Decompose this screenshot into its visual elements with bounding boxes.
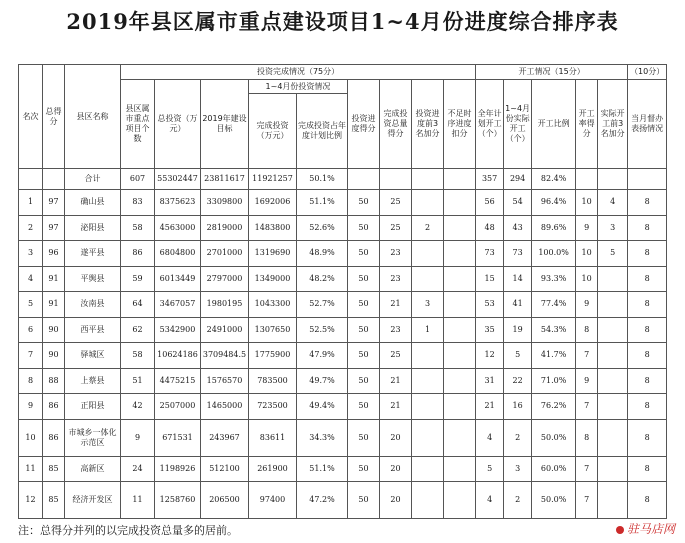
total-completed: 11921257: [249, 169, 297, 190]
cell-ratio: 49.7%: [297, 368, 348, 394]
cell-actual: 19: [504, 317, 532, 343]
cell-as: 20: [380, 419, 412, 456]
cell-sratio: 89.6%: [532, 215, 576, 241]
logo-icon: [616, 526, 624, 534]
cell-top3: [412, 343, 444, 369]
cell-sup: 8: [628, 241, 667, 267]
header-rank: 名次: [19, 65, 43, 169]
header-target: 2019年建设目标: [201, 80, 249, 169]
cell-stop3: [598, 343, 628, 369]
cell-sscore: 10: [576, 266, 598, 292]
cell-total: 6804800: [155, 241, 201, 267]
cell-as: 21: [380, 292, 412, 318]
table-row: [19, 343, 667, 369]
cell-score: 86: [43, 419, 65, 456]
cell-rank: 8: [19, 368, 43, 394]
cell-top3: 1: [412, 317, 444, 343]
cell-target: 243967: [201, 419, 249, 456]
cell-county: 高新区: [65, 456, 121, 482]
cell-ps: 50: [348, 419, 380, 456]
cell-ps: 50: [348, 292, 380, 318]
cell-sscore: 9: [576, 215, 598, 241]
cell-top3: [412, 394, 444, 420]
cell-sscore: 10: [576, 241, 598, 267]
cell-sratio: 76.2%: [532, 394, 576, 420]
total-plan-start: 357: [476, 169, 504, 190]
cell-as: 21: [380, 394, 412, 420]
cell-stop3: 5: [598, 241, 628, 267]
cell-actual: 54: [504, 190, 532, 216]
cell-total: 1258760: [155, 482, 201, 519]
total-target: 23811617: [201, 169, 249, 190]
footnote: 注：总得分并列的以完成投资总量多的居前。: [18, 524, 238, 537]
cell-sscore: 7: [576, 343, 598, 369]
cell-stop3: [598, 456, 628, 482]
page-title: 2019年县区属市重点建设项目1~4月份进度综合排序表: [66, 9, 619, 34]
cell-plan: 48: [476, 215, 504, 241]
cell-completed: 1349000: [249, 266, 297, 292]
cell-total: 6013449: [155, 266, 201, 292]
total-invest: 55302447: [155, 169, 201, 190]
cell-target: 3709484.5: [201, 343, 249, 369]
cell-projects: 58: [121, 343, 155, 369]
cell-deduct: [444, 394, 476, 420]
cell-top3: [412, 368, 444, 394]
cell-rank: 5: [19, 292, 43, 318]
cell-top3: [412, 482, 444, 519]
cell-ps: 50: [348, 394, 380, 420]
cell-target: 2701000: [201, 241, 249, 267]
cell-sup: 8: [628, 190, 667, 216]
cell-target: 3309800: [201, 190, 249, 216]
cell-sratio: 54.3%: [532, 317, 576, 343]
cell-completed: 1307650: [249, 317, 297, 343]
cell-deduct: [444, 343, 476, 369]
cell-as: 23: [380, 317, 412, 343]
cell-stop3: 3: [598, 215, 628, 241]
cell-rank: 2: [19, 215, 43, 241]
cell-projects: 11: [121, 482, 155, 519]
cell-county: 汝南县: [65, 292, 121, 318]
cell-stop3: [598, 394, 628, 420]
cell-deduct: [444, 292, 476, 318]
cell-target: 1465000: [201, 394, 249, 420]
cell-score: 85: [43, 456, 65, 482]
cell-score: 88: [43, 368, 65, 394]
cell-ratio: 34.3%: [297, 419, 348, 456]
cell-projects: 86: [121, 241, 155, 267]
cell-score: 90: [43, 317, 65, 343]
cell-plan: 15: [476, 266, 504, 292]
header-jan-apr-group: 1~4月份投资情况: [249, 80, 348, 94]
table-row: [19, 456, 667, 482]
cell-sscore: 7: [576, 394, 598, 420]
cell-as: 20: [380, 482, 412, 519]
cell-sscore: 7: [576, 482, 598, 519]
cell-ps: 50: [348, 482, 380, 519]
header-start-ratio: 开工比例: [532, 80, 576, 169]
cell-sscore: 8: [576, 317, 598, 343]
cell-sratio: 71.0%: [532, 368, 576, 394]
cell-as: 23: [380, 266, 412, 292]
total-row: [19, 169, 667, 190]
total-actual-start: 294: [504, 169, 532, 190]
cell-projects: 24: [121, 456, 155, 482]
cell-projects: 59: [121, 266, 155, 292]
cell-completed: 1692006: [249, 190, 297, 216]
cell-sup: 8: [628, 368, 667, 394]
cell-plan: 4: [476, 419, 504, 456]
header-progress-score: 投资进度得分: [348, 80, 380, 169]
cell-completed: 1483800: [249, 215, 297, 241]
cell-ratio: 52.5%: [297, 317, 348, 343]
cell-ratio: 52.7%: [297, 292, 348, 318]
table-row: [19, 419, 667, 456]
cell-ratio: 51.1%: [297, 190, 348, 216]
cell-as: 21: [380, 368, 412, 394]
cell-sup: 8: [628, 343, 667, 369]
cell-as: 25: [380, 190, 412, 216]
cell-actual: 43: [504, 215, 532, 241]
cell-county: 上蔡县: [65, 368, 121, 394]
cell-actual: 14: [504, 266, 532, 292]
table-row: [19, 317, 667, 343]
cell-score: 91: [43, 266, 65, 292]
cell-sscore: 9: [576, 368, 598, 394]
cell-score: 86: [43, 394, 65, 420]
cell-total: 3467057: [155, 292, 201, 318]
cell-sratio: 60.0%: [532, 456, 576, 482]
cell-plan: 35: [476, 317, 504, 343]
header-top3-start: 实际开工前3名加分: [598, 80, 628, 169]
cell-stop3: [598, 292, 628, 318]
cell-total: 8375623: [155, 190, 201, 216]
cell-as: 23: [380, 241, 412, 267]
cell-deduct: [444, 482, 476, 519]
header-deduct: 不足时序进度扣分: [444, 80, 476, 169]
total-start-ratio: 82.4%: [532, 169, 576, 190]
table-row: [19, 394, 667, 420]
table-row: [19, 241, 667, 267]
cell-ps: 50: [348, 266, 380, 292]
cell-rank: 12: [19, 482, 43, 519]
cell-total: 4475215: [155, 368, 201, 394]
cell-ps: 50: [348, 343, 380, 369]
header-ratio: 完成投资占年度计划比例: [297, 94, 348, 169]
cell-deduct: [444, 317, 476, 343]
cell-sup: 8: [628, 292, 667, 318]
cell-target: 206500: [201, 482, 249, 519]
cell-target: 1980195: [201, 292, 249, 318]
cell-deduct: [444, 368, 476, 394]
cell-ratio: 48.2%: [297, 266, 348, 292]
cell-stop3: [598, 317, 628, 343]
cell-sup: 8: [628, 394, 667, 420]
cell-plan: 56: [476, 190, 504, 216]
cell-top3: [412, 456, 444, 482]
cell-stop3: [598, 266, 628, 292]
cell-sscore: 9: [576, 292, 598, 318]
cell-deduct: [444, 456, 476, 482]
cell-sratio: 77.4%: [532, 292, 576, 318]
cell-rank: 11: [19, 456, 43, 482]
cell-plan: 31: [476, 368, 504, 394]
cell-plan: 53: [476, 292, 504, 318]
cell-target: 2797000: [201, 266, 249, 292]
logo-text: 驻马店网: [626, 522, 675, 536]
cell-target: 512100: [201, 456, 249, 482]
header-projects: 县区属市重点项目个数: [121, 80, 155, 169]
cell-stop3: 4: [598, 190, 628, 216]
cell-completed: 83611: [249, 419, 297, 456]
cell-sratio: 50.0%: [532, 419, 576, 456]
cell-sratio: 100.0%: [532, 241, 576, 267]
cell-plan: 73: [476, 241, 504, 267]
cell-score: 96: [43, 241, 65, 267]
cell-actual: 2: [504, 482, 532, 519]
cell-ratio: 47.9%: [297, 343, 348, 369]
ranking-table: [18, 64, 667, 519]
total-label: 合计: [65, 169, 121, 190]
cell-stop3: [598, 419, 628, 456]
header-top3-invest: 投资进度前3名加分: [412, 80, 444, 169]
cell-projects: 64: [121, 292, 155, 318]
cell-top3: [412, 190, 444, 216]
cell-top3: [412, 266, 444, 292]
header-invest-group: 投资完成情况（75分）: [121, 65, 476, 80]
cell-rank: 9: [19, 394, 43, 420]
cell-county: 确山县: [65, 190, 121, 216]
cell-ps: 50: [348, 368, 380, 394]
cell-total: 4563000: [155, 215, 201, 241]
table-row: [19, 368, 667, 394]
cell-plan: 21: [476, 394, 504, 420]
cell-rank: 4: [19, 266, 43, 292]
table-row: [19, 482, 667, 519]
cell-as: 20: [380, 456, 412, 482]
cell-target: 1576570: [201, 368, 249, 394]
header-amount-score: 完成投资总量得分: [380, 80, 412, 169]
header-plan-start: 全年计划开工（个）: [476, 80, 504, 169]
cell-sscore: 7: [576, 456, 598, 482]
cell-deduct: [444, 241, 476, 267]
total-score: [43, 169, 65, 190]
cell-projects: 42: [121, 394, 155, 420]
cell-rank: 10: [19, 419, 43, 456]
cell-ps: 50: [348, 317, 380, 343]
cell-county: 泌阳县: [65, 215, 121, 241]
cell-total: 5342900: [155, 317, 201, 343]
cell-target: 2491000: [201, 317, 249, 343]
cell-total: 10624186: [155, 343, 201, 369]
header-actual-start: 1~4月份实际开工（个）: [504, 80, 532, 169]
cell-as: 25: [380, 343, 412, 369]
total-ratio: 50.1%: [297, 169, 348, 190]
cell-ratio: 52.6%: [297, 215, 348, 241]
cell-completed: 783500: [249, 368, 297, 394]
cell-sup: 8: [628, 266, 667, 292]
cell-plan: 4: [476, 482, 504, 519]
cell-ps: 50: [348, 190, 380, 216]
cell-sup: 8: [628, 317, 667, 343]
cell-county: 西平县: [65, 317, 121, 343]
cell-county: 经济开发区: [65, 482, 121, 519]
cell-projects: 83: [121, 190, 155, 216]
cell-top3: 3: [412, 292, 444, 318]
cell-score: 97: [43, 190, 65, 216]
cell-plan: 5: [476, 456, 504, 482]
cell-sratio: 41.7%: [532, 343, 576, 369]
cell-completed: 1319690: [249, 241, 297, 267]
cell-score: 91: [43, 292, 65, 318]
header-start-group: 开工情况（15分）: [476, 65, 628, 80]
site-logo: [616, 520, 675, 537]
cell-actual: 2: [504, 419, 532, 456]
cell-score: 97: [43, 215, 65, 241]
cell-stop3: [598, 482, 628, 519]
header-start-score: 开工率得分: [576, 80, 598, 169]
cell-rank: 7: [19, 343, 43, 369]
table-row: [19, 292, 667, 318]
cell-projects: 62: [121, 317, 155, 343]
cell-ps: 50: [348, 215, 380, 241]
cell-completed: 97400: [249, 482, 297, 519]
cell-actual: 5: [504, 343, 532, 369]
cell-sup: 8: [628, 419, 667, 456]
cell-as: 25: [380, 215, 412, 241]
cell-target: 2819000: [201, 215, 249, 241]
cell-deduct: [444, 190, 476, 216]
cell-deduct: [444, 419, 476, 456]
header-completed: 完成投资（万元）: [249, 94, 297, 169]
cell-sscore: 8: [576, 419, 598, 456]
cell-ratio: 47.2%: [297, 482, 348, 519]
cell-actual: 41: [504, 292, 532, 318]
cell-completed: 1043300: [249, 292, 297, 318]
cell-plan: 12: [476, 343, 504, 369]
cell-projects: 9: [121, 419, 155, 456]
cell-rank: 3: [19, 241, 43, 267]
cell-top3: [412, 241, 444, 267]
cell-projects: 58: [121, 215, 155, 241]
cell-ratio: 49.4%: [297, 394, 348, 420]
cell-total: 671531: [155, 419, 201, 456]
table-row: [19, 266, 667, 292]
cell-county: 平舆县: [65, 266, 121, 292]
cell-ratio: 48.9%: [297, 241, 348, 267]
cell-sup: 8: [628, 456, 667, 482]
cell-ratio: 51.1%: [297, 456, 348, 482]
cell-stop3: [598, 368, 628, 394]
total-projects: 607: [121, 169, 155, 190]
header-total-score: 总得分: [43, 65, 65, 169]
cell-county: 正阳县: [65, 394, 121, 420]
cell-actual: 73: [504, 241, 532, 267]
header-score10-group: （10分）: [628, 65, 667, 80]
cell-county: 市城乡一体化示范区: [65, 419, 121, 456]
table-row: [19, 190, 667, 216]
cell-top3: 2: [412, 215, 444, 241]
cell-sratio: 96.4%: [532, 190, 576, 216]
total-rank: [19, 169, 43, 190]
cell-deduct: [444, 266, 476, 292]
cell-sratio: 50.0%: [532, 482, 576, 519]
cell-actual: 3: [504, 456, 532, 482]
cell-completed: 1775900: [249, 343, 297, 369]
cell-rank: 6: [19, 317, 43, 343]
cell-county: 遂平县: [65, 241, 121, 267]
cell-completed: 261900: [249, 456, 297, 482]
cell-ps: 50: [348, 456, 380, 482]
cell-deduct: [444, 215, 476, 241]
cell-total: 1198926: [155, 456, 201, 482]
header-total-invest: 总投资（万元）: [155, 80, 201, 169]
cell-total: 2507000: [155, 394, 201, 420]
header-county: 县区名称: [65, 65, 121, 169]
cell-sup: 8: [628, 482, 667, 519]
cell-actual: 16: [504, 394, 532, 420]
cell-completed: 723500: [249, 394, 297, 420]
header-supervise: 当月督办表扬情况: [628, 80, 667, 169]
cell-rank: 1: [19, 190, 43, 216]
cell-score: 90: [43, 343, 65, 369]
cell-sup: 8: [628, 215, 667, 241]
cell-sratio: 93.3%: [532, 266, 576, 292]
cell-score: 85: [43, 482, 65, 519]
table-row: [19, 215, 667, 241]
cell-ps: 50: [348, 241, 380, 267]
cell-projects: 51: [121, 368, 155, 394]
cell-sscore: 10: [576, 190, 598, 216]
cell-actual: 22: [504, 368, 532, 394]
cell-county: 驿城区: [65, 343, 121, 369]
cell-top3: [412, 419, 444, 456]
